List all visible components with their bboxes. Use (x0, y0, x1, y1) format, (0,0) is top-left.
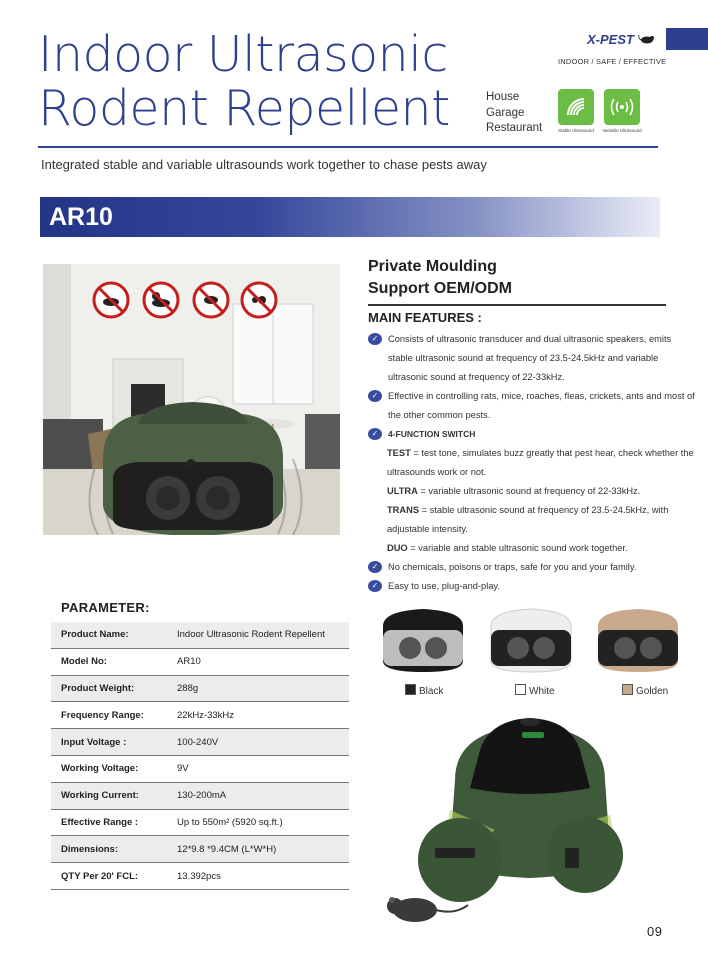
parameter-heading: PARAMETER: (61, 600, 150, 615)
black-variant (383, 609, 463, 672)
table-row: Effective Range : Up to 550m² (5920 sq.ft.) (51, 809, 349, 836)
color-option-black: Black (405, 684, 443, 697)
room-product-photo (43, 264, 340, 535)
tagline: INDOOR / SAFE / EFFECTIVE (558, 57, 667, 66)
title-line-2: Rodent Repellent (38, 80, 450, 137)
color-variants-image (378, 606, 678, 674)
mouse-logo-icon (638, 34, 656, 44)
subtitle: Integrated stable and variable ultrasounds work together to chase pests away (41, 157, 487, 172)
table-row: Working Current: 130-200mA (51, 782, 349, 809)
location-restaurant: Restaurant (486, 122, 543, 134)
header-divider (38, 146, 658, 148)
support-line-2: Support OEM/ODM (368, 280, 512, 297)
variable-ultrasound-icon (604, 89, 640, 125)
device-detail-image (380, 710, 700, 932)
features-divider (368, 304, 666, 306)
mode-duo: DUO = variable and stable ultrasonic sound work together. (387, 543, 628, 553)
oem-support-heading (368, 256, 512, 300)
location-house: House (486, 91, 520, 103)
mode-ultra: ULTRA = variable ultrasonic sound at frequency of 22-33kHz. (387, 486, 641, 496)
main-features-heading: MAIN FEATURES : (368, 310, 482, 325)
locations-list (486, 90, 542, 137)
black-swatch (405, 684, 416, 695)
brand-logo-text: X-PEST (587, 32, 634, 47)
model-code: AR10 (49, 203, 113, 231)
mode-test: TEST = test tone, simulates buzz greatly that pest hear, check whether the ultrasounds work or not. (387, 448, 694, 477)
check-icon: ✓ (368, 333, 382, 345)
feature-item: ✓ Easy to use, plug-and-play. (368, 577, 698, 596)
table-row: Dimensions: 12*9.8 *9.4CM (L*W*H) (51, 836, 349, 863)
stable-ultrasound-caption: Stable Ultrasound (558, 128, 594, 133)
golden-swatch (622, 684, 633, 695)
check-icon: ✓ (368, 561, 382, 573)
table-row: Frequency Range: 22kHz-33kHz (51, 702, 349, 729)
color-option-golden: Golden (622, 684, 668, 697)
feature-item: ✓ No chemicals, poisons or traps, safe for you and your family. (368, 558, 698, 577)
stable-ultrasound-icon (558, 89, 594, 125)
golden-variant (598, 609, 678, 672)
table-row: QTY Per 20' FCL: 13.392pcs (51, 863, 349, 890)
mode-trans: TRANS = stable ultrasonic sound at frequency of 23.5-24.5kHz, with adjustable intensity. (387, 505, 669, 534)
title-line-1: Indoor Ultrasonic (38, 26, 448, 83)
parameter-table (51, 622, 349, 890)
check-icon: ✓ (368, 580, 382, 592)
table-row: Input Voltage : 100-240V (51, 729, 349, 756)
white-variant (491, 609, 571, 672)
table-row: Product Name: Indoor Ultrasonic Rodent Repellent (51, 622, 349, 648)
color-option-white: White (515, 684, 555, 697)
feature-item: ✓ 4-FUNCTION SWITCH (368, 425, 698, 444)
feature-item: ✓ Effective in controlling rats, mice, roaches, fleas, crickets, ants and most of the other common pests. (368, 387, 698, 425)
white-swatch (515, 684, 526, 695)
corner-accent-bar (666, 28, 708, 50)
model-banner (40, 197, 660, 237)
check-icon: ✓ (368, 390, 382, 402)
feature-item: ✓ Consists of ultrasonic transducer and dual ultrasonic speakers, emits stable ultrasonic sound at frequency of 23.5-24.5kHz and variable ultrasonic sound at frequency of 22-33kHz. (368, 330, 698, 387)
table-row: Working Voltage: 9V (51, 755, 349, 782)
page-title (38, 28, 450, 136)
check-icon: ✓ (368, 428, 382, 440)
device-illustration (103, 402, 283, 535)
support-line-1: Private Moulding (368, 258, 497, 275)
page-number: 09 (647, 924, 663, 939)
variable-ultrasound-caption: Variable Ultrasound (602, 128, 642, 133)
features-list (368, 330, 698, 596)
table-row: Product Weight: 288g (51, 675, 349, 702)
brand-logo (587, 32, 656, 47)
table-row: Model No: AR10 (51, 648, 349, 675)
location-garage: Garage (486, 106, 525, 119)
